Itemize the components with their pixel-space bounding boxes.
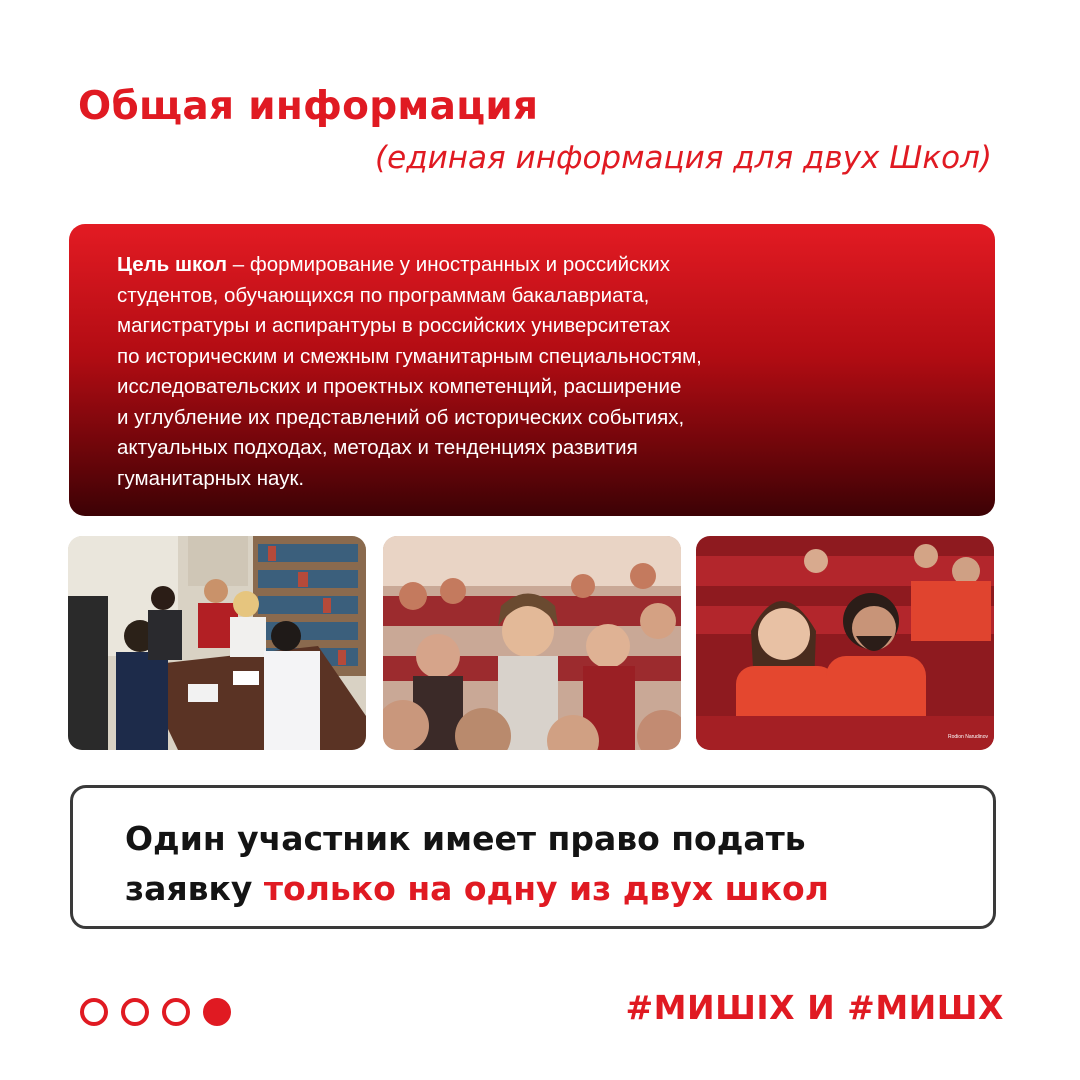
participants-photo: [696, 536, 994, 750]
goal-line: студентов, обучающихся по программам бакалавриата,: [117, 283, 650, 307]
page-subtitle: (единая информация для двух Школ): [375, 140, 992, 176]
goal-line: исследовательских и проектных компетенций, расширение: [117, 375, 682, 398]
rule-callout: [70, 785, 996, 929]
pager-dot[interactable]: [162, 998, 190, 1026]
goal-line: – формирование у иностранных и российских: [227, 253, 670, 276]
rule-line-1: Один участник имеет право подать: [125, 819, 806, 858]
photo-credit: Rodion Narudinov: [947, 734, 988, 740]
goal-card: [69, 224, 995, 516]
pager-dot-active[interactable]: [203, 998, 231, 1026]
slide-pager: [80, 998, 231, 1026]
goal-line: магистратуры и аспирантуры в российских университетах: [117, 314, 671, 337]
goal-lead: Цель школ: [117, 253, 228, 276]
pager-dot[interactable]: [80, 998, 108, 1026]
rule-emphasis: только на одну из двух школ: [263, 869, 829, 908]
goal-line: и углубление их представлений об исторических событиях,: [117, 405, 685, 429]
goal-line: гуманитарных наук.: [117, 466, 305, 490]
goal-line: актуальных подходах, методах и тенденциях развития: [117, 436, 638, 459]
rule-line-2: [125, 864, 993, 914]
hashtags: #МИШIX И #МИШХ: [625, 988, 1004, 1027]
group-work-photo: [68, 536, 366, 750]
pager-dot[interactable]: [121, 998, 149, 1026]
audience-photo: [383, 536, 681, 750]
goal-text: [117, 250, 955, 494]
rule-text: заявку: [125, 869, 264, 908]
page-title: Общая информация: [78, 84, 539, 129]
goal-line: по историческим и смежным гуманитарным специальностям,: [117, 344, 702, 368]
